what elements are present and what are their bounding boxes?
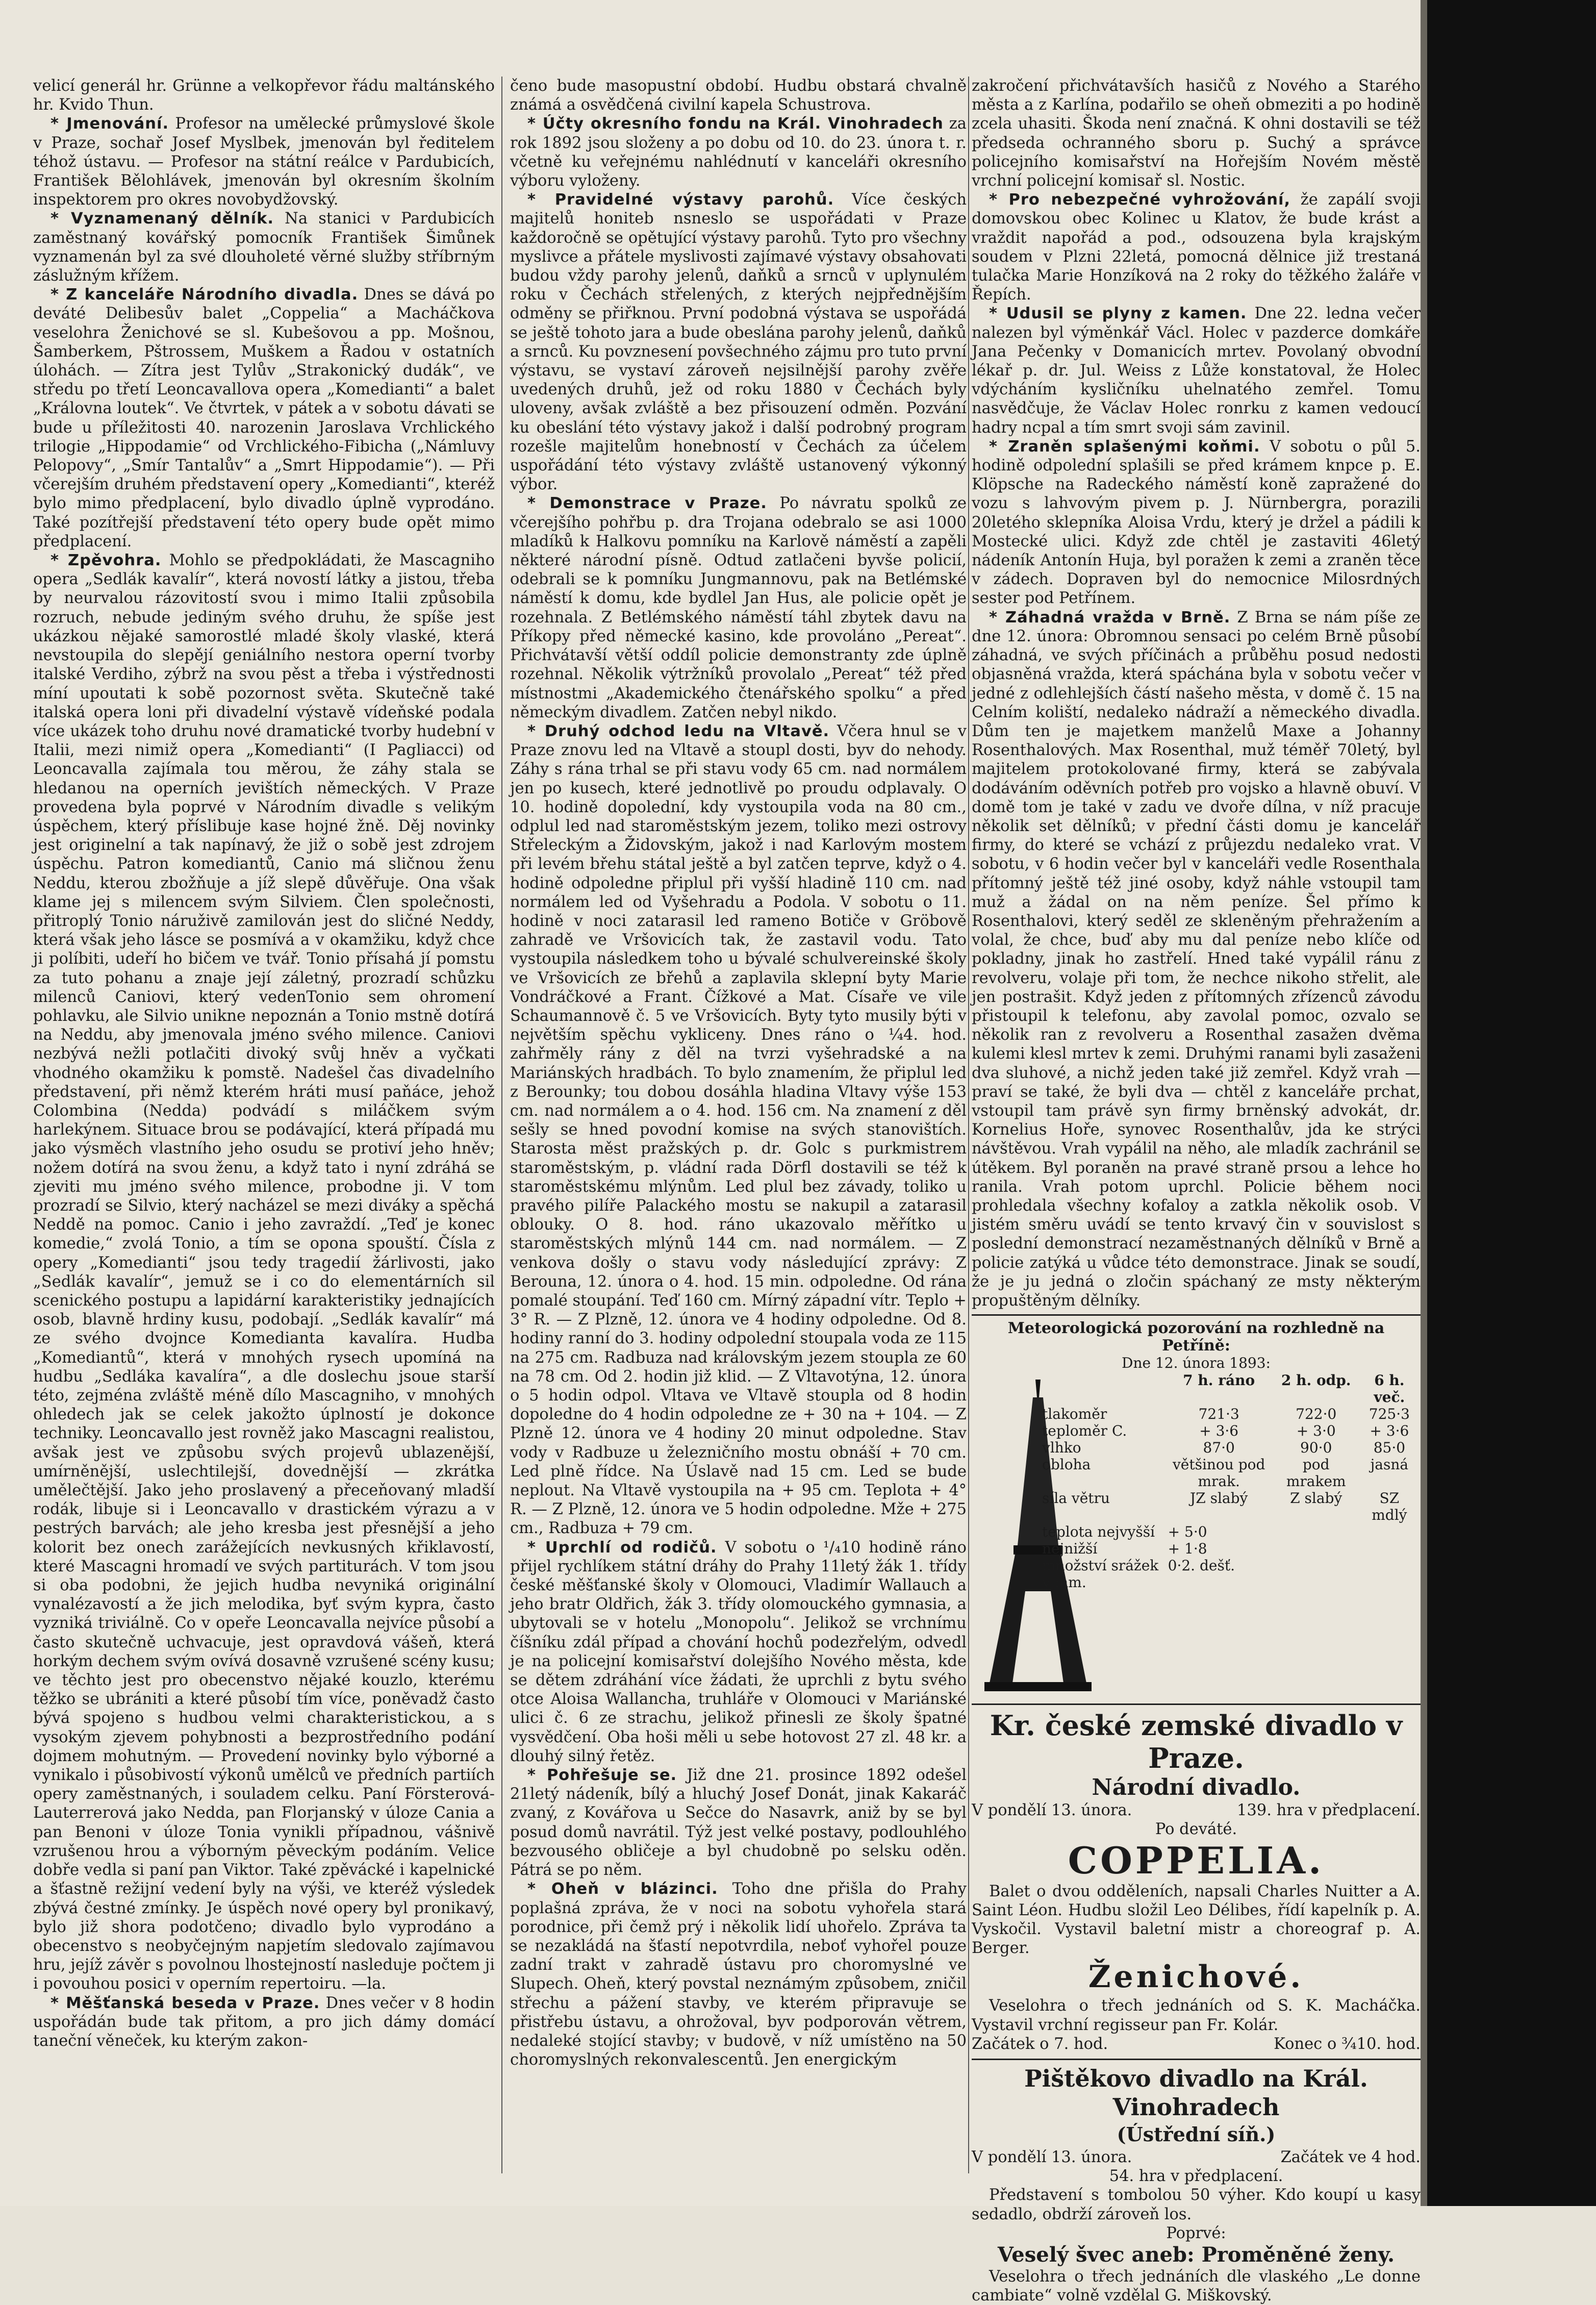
theatre-name: Kr. české zemské divadlo v Praze. [990,1709,1403,1775]
article-body: Na stanici v Pardubicích zaměstnaný kovářský pomocník František Šimůnek vyznamenán byl za své dlouholeté věrné služby stříbrným záslužným křížem. [33,210,495,285]
meteo-col-head: 2 h. odp. [1281,1372,1351,1389]
meteo-cell: + 3·6 [1370,1422,1409,1440]
article [33,209,495,285]
article [510,190,967,494]
meteo-cell: 87·0 [1203,1439,1235,1457]
column-rule [501,77,502,2173]
meteo-extra-value: 0·2. dešť. [1168,1557,1235,1574]
theatre2-title: Veselý švec aneb: Proměněné ženy. [997,2243,1395,2267]
play-title-coppelia: COPPELIA. [1068,1838,1325,1882]
meteo-cell: 90·0 [1300,1439,1332,1457]
meteo-extra-value: + 5·0 [1168,1523,1207,1541]
article [972,77,1421,190]
article-heading: * Jmenování. [50,115,169,133]
theatre2-start: Začátek ve 4 hod. [1280,2148,1421,2167]
theatre2-perf: 54. hra v předplacení. [1109,2167,1283,2186]
article-body: velicí generál hr. Grünne a velkopřevor řádu maltánského hr. Kvido Thun. [33,77,495,114]
theatre2-date: V pondělí 13. února. [972,2148,1132,2167]
theatre2-first: Poprvé: [1166,2224,1226,2242]
article-heading: * Uprchlí od rodičů. [527,1538,717,1557]
article-heading: * Z kanceláře Národního divadla. [50,286,359,304]
theatre2-sub: (Ústřední síň.) [1117,2123,1276,2146]
article-body: Dne 22. ledna večer nalezen byl výměnkář Václ. Holec v pazderce domkáře Jana Pečenky v Domanicích mrtev. Povolaný obvodní lékař p. dr. Jul. Weiss z Lůže konstatoval, že Holec vdýcháním kysličníku uhelnatého zemřel. Tomu nasvědčuje, že Václav Holec ronrku z kamen vedoucí hadry ncpal a tím smrt svoji sám zavinil. [972,305,1421,437]
play-desc-2: Veselohra o třech jednáních od S. K. Macháčka. Vystavil vrchní regisseur pan Fr. Kolár. [972,1997,1421,2034]
article-body: Z Brna se nám píše ze dne 12. února: Obromnou sensaci po celém Brně působí záhadná, ve svých příčinách a průběhu posud nedosti objasněná vražda, která spáchána byla v sobotu večer v jedné z odlehlejších částí našeho města, v domě č. 15 na Celním koliští, nedaleko nádraží a německého divadla. Dům ten je majetkem manželů Maxe a Johanny Rosenthalových. Max Rosenthal, muž téměř 70letý, byl majitelem protokolované firmy, která se zabývala dodáváním oděvních potřeb pro vojsko a hlavně obuví. V domě tom je také v zadu ve dvoře dílna, v níž pracuje několik set dělníků; v přední části domu je kancelář firmy, do které se vchází z průjezdu nedaleko vrat. V sobotu, v 6 hodin večer byl v kanceláři vedle Rosenthala přítomný ještě též jiné osoby, když náhle vstoupil tam muž a žádal on na něm peníze. Šel přímo k Rosenthalovi, který seděl ze skleněným přehražením a volal, že chce, buď aby mu dal peníze nebo klíče od pokladny, jinak ho zastřelí. Hned také vypálil ránu z revolveru, volaje při tom, že nechce nikoho střelit, ale jen postrašit. Když jeden z přítomných zřízenců závodu přistoupil k telefonu, aby zavolal pomoc, ozvalo se několik ran z revolveru a Rosenthal zasažen dvěma kulemi klesl mrtev k zemi. Druhými ranami byli zasaženi dva sluhové, a nichž jeden také již zemřel. Když vrah — praví se také, že byli dva — chtěl z kanceláře prchat, vstoupil tam právě syn firmy brněnský advokát, dr. Kornelius Hoře, synovec Rosenthalův, jda ke strýci návštěvou. Vrah vypálil na něho, ale mladík zachránil se útěkem. Byl poraněn na pravé straně prsou a lehce ho ranila. Vrah potom uprchl. Policie během noci prohledala všechny kofaloy a zatkla několik osob. V jistém směru uvádí se tento krvavý čin v souvislost s poslední demonstrací nezaměstnaných dělníků v Brně a policie zatýká u vůdce této demonstrace. Jinak se soudí, že je ju jedná o zločin spáchaný ze msty některým propuštěným dělníky. [972,608,1421,1310]
theatre-perf: 139. hra v předplacení. [1237,1801,1421,1820]
meteo-extra-label: teplota nejvyšší [1042,1523,1155,1541]
meteo-cell: většinou pod mrak. [1172,1456,1265,1490]
meteo-cell: + 3·6 [1199,1422,1239,1440]
meteo-title: Meteorologická pozorování na rozhledně na Petříně: [1007,1319,1385,1355]
article [510,1538,967,1766]
article [510,1766,967,1880]
article [510,1880,967,2069]
meteo-table [1038,1372,1421,1591]
theatre-nth: Po deváté. [1155,1820,1237,1839]
article-body: že zapálí svoji domovskou obec Kolinec u Klatov, že bude krást a vraždit napořád a pod., odsouzena byla krajským soudem v Plzni 22letá, pomocná dělnice již trestaná tulačka Marie Honzíková na 2 roky do těžkého žaláře v Řepích. [972,191,1421,304]
page-edge [1427,0,1596,2206]
meteo-col-head: 7 h. ráno [1183,1372,1255,1389]
article [33,551,495,1993]
article-heading: * Zpěvohra. [50,552,162,570]
article-body: Již dne 21. prosince 1892 odešel 21letý nádeník, bílý a hluchý Josef Donát, jinak Kakaráč zvaný, z Kovářova u Sečce do Nasavrk, aniž by se byl posud domů navrátil. Týž jest velké postavy, podlouhlého bezvousého obličeje a byl chudobně po selsku oděn. Pátrá se po něm. [510,1766,967,1880]
article-heading: * Záhadná vražda v Brně. [989,608,1231,627]
column-3-articles [972,77,1421,1310]
meteo-col-head: 6 h. več. [1374,1372,1405,1406]
article-body: Více českých majitelů honiteb nsneslo se uspořádati v Praze každoročně se opětující výstavy parohů. Tyto pro všechny myslivce a přátele myslivosti zajímavé výstavy obsahovati budou vždy parohy jelenů, daňků a srnců v uplynulém roku v Čechách střelených, z kterých nejpřednějším odměny se přiřknou. První podobná výstava se uspořádá se ještě tohoto jara a bude obeslána parohy jelenů, daňků a srnců. Ku povznesení povšechného zájmu pro tuto první výstavu, se vystaví zároveň nejsilnější parohy zvěře uvedených druhů, jež od roku 1880 v Čechách byly uloveny, avšak zvláště a bez přisouzení odměn. Pozvání ku obeslání této výstavy jakož i další podrobný program rozešle majitelům honebností v Čechách za účelem uspořádání této výstavy zvláště ustanovený výkonný výbor. [510,191,967,494]
meteo-cell: SZ mdlý [1372,1490,1407,1524]
meteo-row-label: vlhko [1042,1439,1081,1457]
article-body: za rok 1892 jsou složeny a po dobu od 10. do 23. února t. r. včetně ku veřejnému nahlédnutí v kanceláři okresního výboru vyloženy. [510,115,967,190]
article-heading: * Demonstrace v Praze. [527,494,767,513]
meteo-extra-value: + 1·8 [1168,1540,1207,1558]
article-body: Dnes večer v 8 hodin uspořádán bude tak přitom, a pro jich dámy domácí taneční věneček, ku kterým zakon- [33,1994,495,2050]
article-heading: * Měšťanská beseda v Praze. [50,1994,320,2012]
theatre-date: V pondělí 13. února. [972,1801,1132,1820]
theatre-ad-2 [972,2059,1421,2305]
theatre2-desc-2: Veselohra o třech jednáních dle vlaského „Le donne cambiate“ volně vzdělal G. Miškovský. [972,2268,1421,2305]
article [972,304,1421,437]
meteo-row-label: síla větru [1042,1490,1110,1507]
article-heading: * Pravidelné výstavy parohů. [527,191,834,209]
article [33,285,495,551]
theatre-sub: Národní divadlo. [1092,1774,1301,1801]
theatre-ad-1 [972,1703,1421,2053]
article-body: Toho dne přišla do Prahy poplašná zpráva, že v noci na sobotu vyhořela stará porodnice, při čemž prý i několik lidí uhořelo. Zpráva ta se nezakládá na šťastí nepotvrdila, neboť vyhořel pouze zadní trakt v zahradě ústavu pro choromyslné ve Slupech. Oheň, který povstal neznámým způsobem, zničil střechu a pážení stavby, ve kterém připravuje se přistřebu ústavu, a ohrožoval, byv podporován větrem, nedaleké stojící stavby; v budově, v níž umístěno na 50 choromyslných rekonvalescentů. Jen energickým [510,1880,967,2069]
theatre2-desc: Představení s tombolou 50 výher. Kdo koupí u kasy sedadlo, obdrží zároveň los. [972,2186,1421,2223]
article-body: Profesor na umělecké průmyslové škole v Praze, sochař Josef Myslbek, jmenován byl ředitelem téhož ústavu. — Profesor na státní reálce v Pardubicích, František Bělohlávek, jmenován byl okresním školním inspektorem pro okres novobydžovský. [33,115,495,209]
meteo-row-label: tlakoměr [1042,1406,1107,1423]
column-2 [510,77,967,2173]
article [33,77,495,114]
article-heading: * Účty okresního fondu na Král. Vinohradech [527,115,944,133]
meteo-row-label: obloha [1042,1456,1091,1473]
article [972,190,1421,304]
article-body: V sobotu o půl 5. hodině odpolední splašili se před krámem knpce p. E. Klöpsche na Radeckého náměstí koně zapražené do vozu s lahvovým pivem p. J. Nürnbergra, porazili 20letého sklepníka Aloisa Vrdu, který je držel a pádili k Mostecké ulici. Když zde chtěl je zastaviti 46letý nádeník Antonín Huja, byl poražen k zemi a zraněn těce v zádech. Dopraven byl do nemocnice Milosrdných sester pod Petřínem. [972,437,1421,608]
meteo-report [972,1314,1421,1698]
article [510,722,967,1538]
article-body: Po návratu spolků ze včerejšího pohřbu p. dra Trojana odebralo se asi 1000 mladíků k Halkovu pomníku na Karlově náměstí a zapěli některé národní písně. Odtud zatlačeni byvše policií, odebrali se k pomníku Jungmannovu, pak na Betlémské náměstí k domu, kde bydlel Jan Hus, ale policie opět je rozehnala. Z Betlémského náměstí táhl zbytek davu na Příkopy před německé kasino, kde provoláno „Pereat“. Přichvátavší větší oddíl policie demonstranty zde úplně rozehnal. Několik výtržníků provolalo „Pereat“ též před místnostmi „Akademického čtenářského spolku“ a před německým divadlem. Zatčen nebyl nikdo. [510,494,967,721]
article [972,437,1421,608]
end-time: Konec o ¾10. hod. [1274,2035,1421,2053]
article-body: zakročení přichvátavších hasičů z Nového a Starého města a z Karlína, podařilo se oheň obmeziti a po hodině zcela uhasiti. Škoda není značná. K ohni dostavili se též předseda ochranného sboru p. Suchý a správce policejního komisařství na Hořejším Novém městě vrchní policejní komisař sl. Nostic. [972,77,1421,190]
meteo-cell: 85·0 [1373,1439,1406,1457]
column-1 [33,77,495,2173]
article-body: V sobotu o ¹/₄10 hodině ráno přijel rychlíkem státní dráhy do Prahy 11letý žák 1. třídy české měšťanské školy v Olomouci, Vladimír Wallauch a jeho bratr Oldřich, žák 3. třídy olomouckého gymnasia, a ubytovali se v hotelu „Monopolu“. Jelikož se vrchnímu číšníku zdál případ a chování hochů podezřelým, odvedl je na policejní komisařství dolejšího Nového města, kde se dětem zdráhání více žádati, že uprchli z bytu svého otce Aloisa Wallancha, truhláře v Olomouci v Mariánské ulici č. 6 ze strachu, jelikož přinesli ze školy špatné vysvědčení. Oba hoši měli u sebe hotovost 27 zl. 48 kr. a dlouhý silný řetěz. [510,1538,967,1765]
meteo-date: Dne 12. února 1893: [1122,1355,1271,1372]
theatre2-name: Pištěkovo divadlo na Král. Vinohradech [1024,2065,1368,2121]
meteo-cell: pod mrakem [1286,1456,1346,1490]
article [972,608,1421,1311]
article [33,1994,495,2051]
article [510,114,967,190]
meteo-cell: JZ slabý [1190,1490,1248,1507]
article-body: Mohlo se předpokládati, že Mascagniho opera „Sedlák kavalír“, která novostí látky a jistou, třeba by neurvalou rázovitostí svou i mimo Italii způsobila rozruch, nebude jediným svého druhu, že spíše jest ukázkou nějaké samorostlé mladé školy vlaské, která nevstoupila do slepějí geniálního nestora operní tvorby italské Verdiho, zýbrž na svou pěst a třeba i výstřednosti míní upoutati k sobě pozornost světa. Skutečně také italská opera loni při divadelní výstavě vídeňské podala více ukázek toho druhu nové dramatické tvorby hudební v Italii, mezi nimiž opera „Komedianti“ (I Pagliacci) od Leoncavalla zajímala tou měrou, že záhy stala se hledanou na operních jevištích německých. V Praze provedena byla poprvé v Národním divadle s velikým úspěchem, který příslibuje kase hojné žně. Děj novinky jest originelní a tak napínavý, že již o sobě jest zdrojem úspěchu. Patron komediantů, Canio má sličnou ženu Neddu, kterou zbožňuje a jíž slepě důvěřuje. Ona však klame jej s milencem svým Silviem. Člen společnosti, přitroplý Tonio náruživě zamilován jest do sličné Neddy, která však jeho lásce se posmívá a v okamžiku, když chce ji políbiti, udeří ho bičem ve tvář. Tonio přísahá jí pomstu za tuto pohanu a znaje její záletný, prozradí schůzku milenců Caniovi, který vedenTonio sem ohromení pohlavku, ale Silvio unikne nepoznán a Tonio mstně dotírá na Neddu, aby jmenovala jméno svého milence. Caniovi nezbývá nežli potlačiti divoký svůj hněv a vyčkati vhodného okamžiku k pomstě. Nadešel čas divadelního představení, při němž kterém hráti musí paňáce, jehož Colombina (Nedda) podvádí s miláčkem svým harlekýnem. Situace brou se podávající, která případá mu jako výsměch vlastního jeho osudu se protiví jeho hněv; nožem dotírá na svou ženu, a když tato i nyní zdráhá se zjeviti mu jméno svého milence, probodne ji. V tom prozradí se Silvio, který nacházel se mezi diváky a spěchá Neddě na pomoc. Canio i jeho zavraždí. „Teď je konec komedie,“ zvolá Tonio, a tím se opona spouští. Čísla z opery „Komedianti“ jsou tedy tragedií žárlivosti, jako „Sedlák kavalír“, jemuž se i co do elementárních sil scenického postupu a lapidární karakteristiky jednajících osob, blavně hrdiny kusu, podobají. „Sedlák kavalír“ má ze svého dvojnce Komedianta kavalíra. Hudba „Komediantů“, která v mnohých rysech upomíná na hudbu „Sedláka kavalíra“, a dle doslechu jsoue starší této, zejména zvláště méně dílo Mascagniho, v mnohých ohledech jak se celek jakožto úplností je dokonce techniky. Leoncavallo jest rovněž jako Mascagni realistou, avšak jest ve způsobu svých projevů ublazenější, umírněnější, uslechtilejší, dovednější — zkrátka umělečtější. Jako jeho proslavený a přeceňovaný mladší rodák, libuje si i Leoncavallo v drastickém výrazu a v pestrých barvách; ale jeho kresba jest přesnější a jeho kolorit bez onech zarážejících nevkusných křiklavostí, které Mascagni hromadí ve svých partiturách. V tom jsou si oba podobni, že jejich hudba nevyniká originální vynalézavostí a že jich melodika, byť svým kypra, často vyzniká triviálně. Co v opeře Leoncavalla nejvíce působí a často skutečně uchvacuje, jest opravdová vášeň, která horkým dechem svým ovívá dosavně vzrušené scény kusu; ve těchto jest pro obecenstvo nějaké kouzlo, kterému těžko se ubrániti a které působí tím více, poněvadž často bývá spojeno s hudbou velmi charakteristickou, a s vysokým zjevem pohybnosti a bezprostředního podání dojmem mohutným. — Provedení novinky bylo výborné a vynikalo i působivostí výkonů umělců ve předních partiích opery zaměstnaných, i souladem celku. Paní Försterová-Lauterrerová jako Nedda, pan Florjanský v úloze Cania a pan Benoni v úloze Tonia vynikli případnou, vášnivě vzrušenou hrou a výborným pěveckým podáním. Velice dobře vedla si paní pan Viktor. Také zpěvácké i kapelnické a šťastně režijní vedení byly na výši, ve kteréž výsledek zbývá čestné zmínky. Je úspěch nové opery byl pronikavý, bylo již shora podotčeno; divadlo bylo vyprodáno a obecenstvo s neobyčejným napjetím sledovalo zajímavou hru, jejíž závěr s povolnou lhostejností nasleduje počtem ji i povouhou posici v operním repertoiru. —la. [33,552,495,1993]
article [510,494,967,721]
article-heading: * Pro nebezpečné vyhrožování, [989,191,1291,209]
meteo-extra-label: množství srážek v mm. [1042,1557,1159,1591]
article-heading: * Pohřešuje se. [527,1766,677,1785]
article-body: čeno bude masopustní období. Hudbu obstará chvalně známá a osvědčená civilní kapela Schustrova. [510,77,967,114]
column-rule [968,77,969,2173]
meteo-extra-label: nejnižší [1042,1540,1098,1558]
article-heading: * Oheň v blázinci. [527,1880,718,1898]
meteo-cell: 725·3 [1369,1406,1410,1423]
article-body: Včera hnul se v Praze znovu led na Vltavě a stoupl dosti, byv do nehody. Záhy s rána trhal se při stavu vody 65 cm. nad normálem jen po kusech, které jednotlivě po proudu odplavaly. O 10. hodině dopolední, kdy vystoupila voda na 80 cm., odplul led nad staroměstským jezem, toliko mezi ostrovy Střeleckým a Židovským, jakož i nad Karlovým mostem při levém břehu státal ještě a byl zatčen teprve, když o 4. hodině odpoledne připlul při vyšší hladině 110 cm. nad normálem led od Vyšehradu a Podola. V sobotu o 11. hodině v noci zatarasil led rameno Botiče v Gröbově zahradě ve Vršovicích tak, že zastavil vodu. Tato vystoupila následkem toho u bývalé schulvereinské školy ve Vršovicích ze břehů a zaplavila sklepní byty Marie Vondráčkové a Frant. Čížkové a Mat. Císaře ve vile Schaumannově č. 5 ve Vršovicích. Byty tyto musily býti v největším spěchu vykliceny. Dnes ráno o ¼4. hod. zahřměly rány z děl na tvrzi vyšehradské a na Mariánských hradbách. To bylo znamením, že připlul led z Berounky; tou dobou dosáhla hladina Vltavy výše 153 cm. nad normálem a o 4. hod. 156 cm. Na znamení z děl sešly se hned povodní komise na svých stanovištích. Starosta měst pražských p. dr. Golc s purkmistrem staroměstským, p. vládní rada Dörfl dostavili se též k staroměstskému mlýnům. Led plul bez závady, toliko u pravého pilíře Palackého mostu se nakupil a zatarasil oblouky. O 8. hod. ráno ukazovalo měřítko u staroměstských mlýnů 144 cm. nad normálem. — Z venkova došly o stavu vody následující zprávy: Z Berouna, 12. února o 4. hod. 15 min. odpoledne. Od rána pomalé stoupání. Teď 160 cm. Mírný západní vítr. Teplo + 3° R. — Z Plzně, 12. února ve 4 hodiny odpoledne. Od 8. hodiny ranní do 3. hodiny odpolední stoupala voda ze 115 na 275 cm. Radbuza nad královským jezem stoupla ze 60 na 78 cm. Od 2. hodin již klid. — Z Vltavotýna, 12. února o 5 hodin odpol. Vltava ve Vltavě stoupla od 8 hodin dopoledne do 4 hodin odpoledne ze + 30 na + 104. — Z Plzně 12. února ve 4 hodiny 20 minut odpoledne. Stav vody v Radbuze u železničního mostu obnáší + 70 cm. Led plně řídce. Na Úslavě nad 15 cm. Led se bude neplout. Na Vltavě vystoupila na + 95 cm. Teplota + 4° R. — Z Plzně, 12. února ve 5 hodin odpoledne. Mže + 275 cm., Radbuza + 79 cm. [510,722,967,1538]
meteo-cell: Z slabý [1290,1490,1342,1507]
play-desc: Balet o dvou odděleních, napsali Charles Nuitter a A. Saint Léon. Hudbu složil Leo Délibes, řídí kapelník p. A. Vyskočil. Vystavil baletní mistr a choreograf p. A. Berger. [972,1882,1421,1958]
article [33,114,495,209]
article-body: Dnes se dává po deváté Delibesův balet „Coppelia“ a Macháčkova veselohra Ženichové se sl. Kubešovou a pp. Mošnou, Šamberkem, Pštrossem, Muškem a Řadou v ostatních úlohách. — Zítra jest Tylův „Strakonický dudák“, ve středu po třetí Leoncavallova opera „Komedianti“ a balet „Královna loutek“. Ve čtvrtek, v pátek a v sobotu dávati se bude u příležitosti 40. narozenin Jaroslava Vrchlického trilogie „Hippodamie“ od Vrchlického-Fibicha („Námluvy Pelopovy“, „Smír Tantalův“ a „Smrt Hippodamie“). — Při včerejším druhém představení opery „Komedianti“, kteréž bylo mimo předplacení, bylo divadlo úplně vyprodáno. Také pozítřejší představení této opery bude opět mimo předplacení. [33,286,495,550]
article-heading: * Udusil se plyny z kamen. [989,305,1247,323]
meteo-cell: 721·3 [1198,1406,1239,1423]
article-heading: * Zraněn splašenými koňmi. [989,437,1260,456]
start-time: Začátek o 7. hod. [972,2035,1108,2053]
meteo-cell: jasná [1370,1456,1409,1473]
article [510,77,967,114]
meteo-row-label: teploměr C. [1042,1422,1127,1440]
column-3 [972,77,1421,2305]
article-heading: * Druhý odchod ledu na Vltavě. [527,722,830,740]
article-heading: * Vyznamenaný dělník. [50,210,274,228]
meteo-cell: 722·0 [1296,1406,1337,1423]
play-title-zenichove: Ženichové. [1088,1959,1304,1995]
meteo-cell: + 3·0 [1296,1422,1336,1440]
